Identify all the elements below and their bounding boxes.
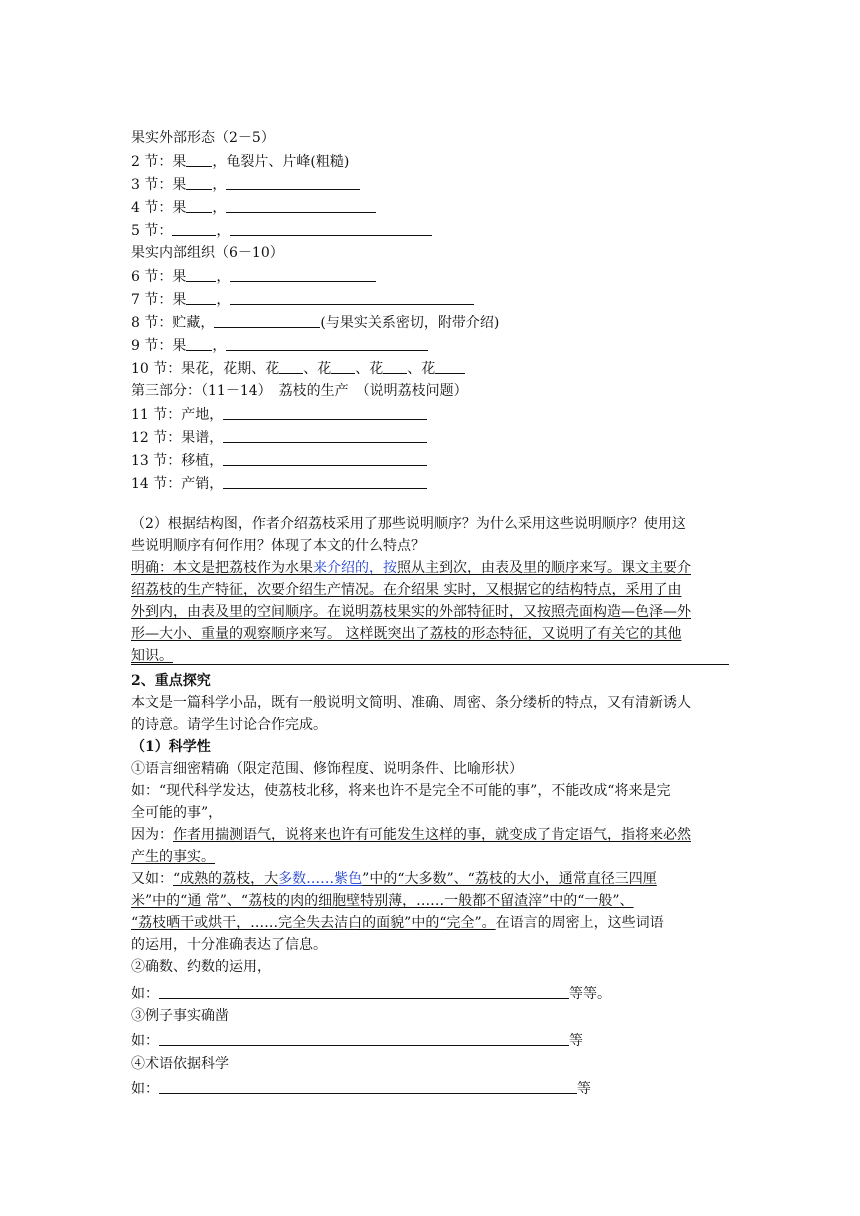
- answer-link-text[interactable]: 来介绍的，按: [313, 560, 397, 576]
- outline-item-8: 8 节：贮藏， (与果实关系密切，附带介绍): [131, 312, 499, 334]
- fill-blank[interactable]: [223, 427, 427, 443]
- fill-blank[interactable]: [226, 335, 428, 351]
- reason-line-1: 因为：作者用揣测语气，说将来也许有可能发生这样的事，就变成了肯定语气，指将来必然: [131, 827, 691, 843]
- fill-blank[interactable]: [214, 312, 320, 328]
- outline-item-2: 2 节：果 ，龟裂片、片峰(粗糙): [131, 151, 349, 173]
- fill-blank[interactable]: [186, 266, 216, 282]
- fill-blank[interactable]: [383, 358, 407, 374]
- outline-heading-external: 果实外部形态（2－5）: [131, 130, 275, 146]
- outline-item-4: 4 节：果 ，: [131, 197, 376, 219]
- example-2-line-1: 又如：“成熟的荔枝，大多数……紫色”中的“大多数”、“荔枝的大小，通常直径三四厘: [131, 871, 657, 887]
- fill-blank[interactable]: [186, 174, 212, 190]
- fill-blank[interactable]: [230, 220, 432, 236]
- answer-underline-rule: [131, 664, 729, 665]
- fill-blank[interactable]: [279, 358, 303, 374]
- item-terms: ④术语依据科学: [131, 1056, 229, 1072]
- item-language-precise: ①语言细密精确（限定范围、修饰程度、说明条件、比喻形状）: [131, 761, 523, 777]
- fill-blank[interactable]: [159, 1030, 569, 1046]
- fill-blank[interactable]: [159, 1078, 577, 1094]
- fill-blank[interactable]: [223, 404, 427, 420]
- outline-heading-internal: 果实内部组织（6－10）: [131, 245, 284, 261]
- answer-line-2: 绍荔枝的生产特征，次要介绍生产情况。在介绍果 实时，又根据它的结构特点，采用了由: [131, 582, 682, 598]
- subsection-scientific: （1）科学性: [131, 739, 211, 755]
- section-2-intro-2: 的诗意。请学生讨论合作完成。: [131, 717, 327, 733]
- outline-item-12: 12 节：果谱，: [131, 427, 427, 449]
- outline-part-three: 第三部分：（11－14） 荔枝的生产 （说明荔枝问题）: [131, 383, 468, 399]
- fill-blank[interactable]: [186, 197, 212, 213]
- fill-blank[interactable]: [331, 358, 355, 374]
- fill-blank[interactable]: [172, 220, 216, 236]
- example-2-line-2: 米”中的“通 常”、“荔枝的肉的细胞壁特别薄，……一般都不留渣滓”中的“一般”、: [131, 893, 634, 909]
- answer-line-5: 知识。: [131, 648, 173, 664]
- outline-item-9: 9 节：果 ，: [131, 335, 428, 357]
- fill-blank[interactable]: [226, 197, 376, 213]
- fill-blank[interactable]: [223, 473, 427, 489]
- example-1-line-2: 全可能的事”，: [131, 805, 223, 821]
- item-facts: ③例子事实确凿: [131, 1008, 229, 1024]
- section-2-intro-1: 本文是一篇科学小品，既有一般说明文简明、准确、周密、条分缕析的特点，又有清新诱人: [131, 695, 691, 711]
- outline-item-3: 3 节：果 ，: [131, 174, 360, 196]
- fill-blank[interactable]: [186, 335, 212, 351]
- outline-item-11: 11 节：产地，: [131, 404, 427, 426]
- example-2-line-3: “荔枝晒干或烘干，……完全失去洁白的面貌”中的“完全”。在语言的周密上，这些词语: [131, 915, 664, 931]
- example-2-line-4: 的运用，十分准确表达了信息。: [131, 937, 327, 953]
- item-facts-example: 如： 等: [131, 1030, 583, 1052]
- fill-blank[interactable]: [186, 151, 212, 167]
- question-2-line-1: （2）根据结构图，作者介绍荔枝采用了那些说明顺序？为什么采用这些说明顺序？使用这: [131, 516, 686, 532]
- fill-blank[interactable]: [159, 983, 569, 999]
- fill-blank[interactable]: [230, 289, 474, 305]
- fill-blank[interactable]: [223, 450, 427, 466]
- fill-blank[interactable]: [186, 289, 216, 305]
- fill-blank[interactable]: [230, 266, 376, 282]
- example-1-line-1: 如：“现代科学发达，使荔枝北移，将来也许不是完全不可能的事”，不能改成“将来是完: [131, 783, 671, 799]
- fill-blank[interactable]: [226, 174, 360, 190]
- outline-item-13: 13 节：移植，: [131, 450, 427, 472]
- fill-blank[interactable]: [435, 358, 465, 374]
- item-numbers-example: 如： 等等。: [131, 983, 611, 1005]
- section-2-heading: 2、重点探究: [131, 673, 211, 689]
- reason-line-2: 产生的事实。: [131, 849, 215, 865]
- example-link-text[interactable]: 多数……紫色: [278, 871, 363, 887]
- question-2-line-2: 些说明顺序有何作用？体现了本文的什么特点？: [131, 538, 425, 554]
- item-numbers: ②确数、约数的运用，: [131, 959, 271, 975]
- outline-item-10: 10 节：果花，花期、花 、花 、花 、花: [131, 358, 465, 380]
- outline-item-7: 7 节：果 ，: [131, 289, 474, 311]
- answer-line-4: 形—大小、重量的观察顺序来写。 这样既突出了荔枝的形态特征，又说明了有关它的其他: [131, 626, 682, 642]
- item-terms-example: 如： 等: [131, 1078, 591, 1100]
- outline-item-6: 6 节：果 ，: [131, 266, 376, 288]
- outline-item-14: 14 节：产销，: [131, 473, 427, 495]
- answer-line-1: 明确：本文是把荔枝作为水果来介绍的，按照从主到次，由表及里的顺序来写。课文主要介: [131, 560, 691, 576]
- outline-item-5: 5 节： ，: [131, 220, 432, 242]
- answer-line-3: 外到内，由表及里的空间顺序。在说明荔枝果实的外部特征时，又按照壳面构造—色泽—外: [131, 604, 691, 620]
